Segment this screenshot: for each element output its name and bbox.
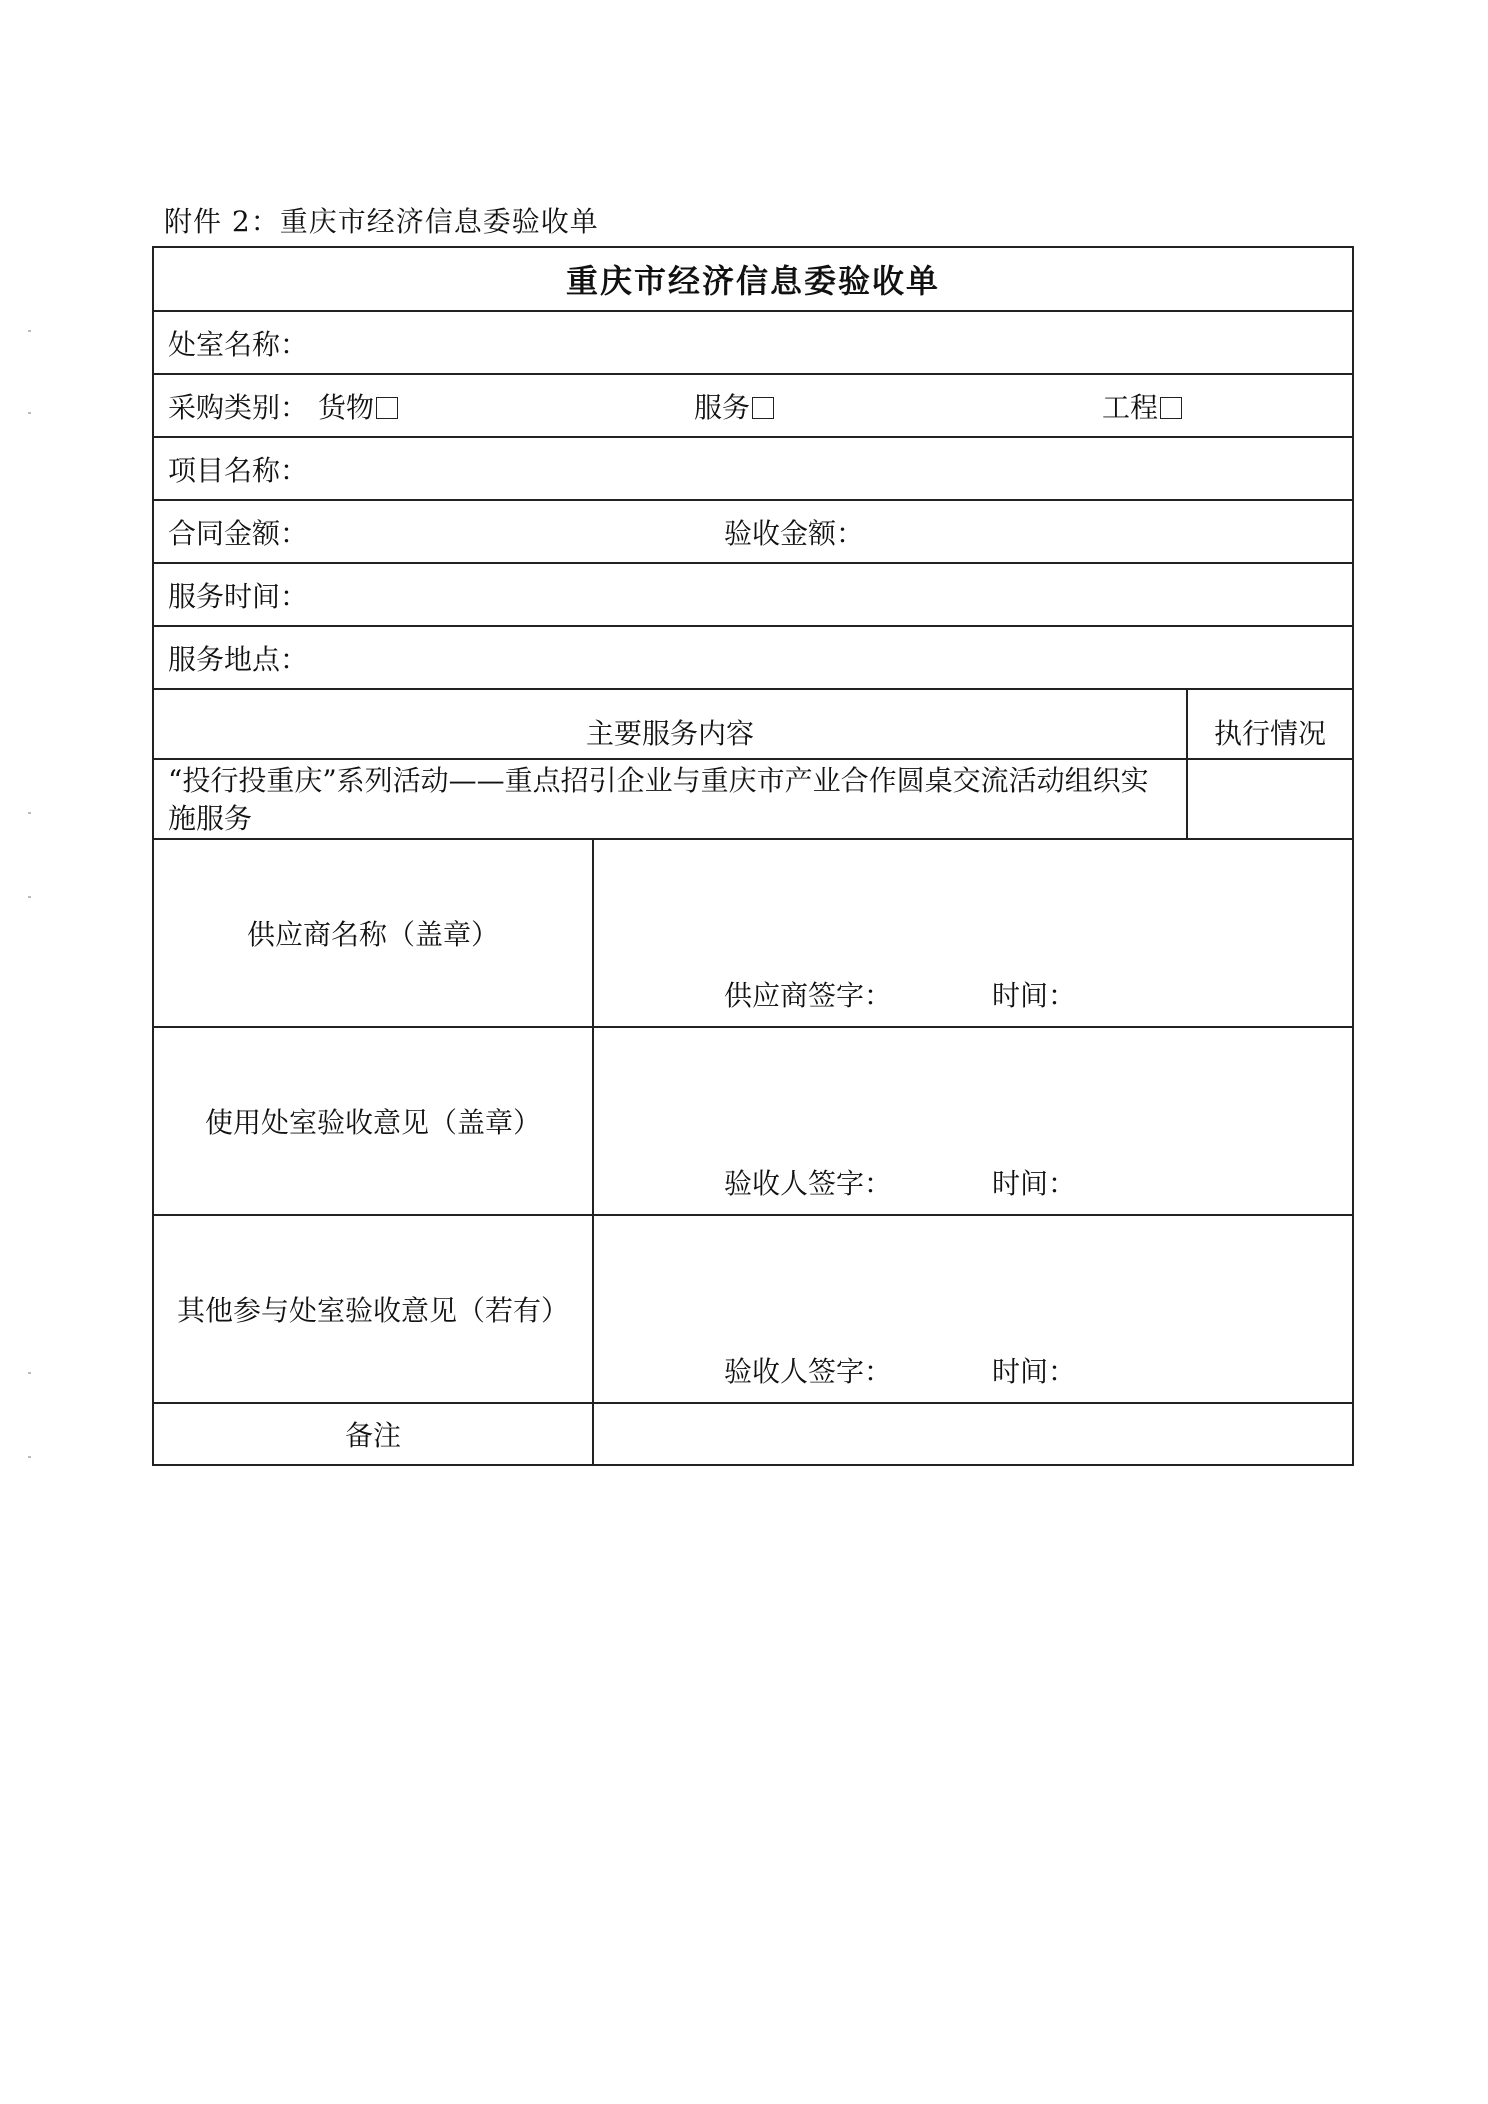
service-time-label: 服务时间：: [168, 579, 309, 613]
checkbox-goods[interactable]: [376, 397, 398, 419]
contract-amount-label: 合同金额：: [168, 516, 309, 550]
acceptance-form-table: [152, 246, 1354, 1466]
category-label: 采购类别：: [168, 390, 309, 424]
user-dept-time-label: 时间：: [992, 1167, 1077, 1200]
attachment-label: 附件 2：重庆市经济信息委验收单: [164, 205, 599, 238]
supplier-sign-label: 供应商签字：: [724, 979, 893, 1012]
form-title: 重庆市经济信息委验收单: [153, 247, 1353, 311]
other-dept-sign-cell[interactable]: [593, 1215, 1353, 1403]
service-time-row[interactable]: [153, 563, 1353, 626]
dept-name-label: 处室名称：: [168, 327, 309, 361]
other-dept-acceptor-sign-label: 验收人签字：: [724, 1355, 893, 1388]
category-option-goods[interactable]: [318, 386, 694, 426]
service-place-row[interactable]: [153, 626, 1353, 689]
dept-name-row[interactable]: [153, 311, 1353, 374]
category-option-service[interactable]: [694, 386, 1102, 426]
project-name-row[interactable]: [153, 437, 1353, 500]
project-name-label: 项目名称：: [168, 453, 309, 487]
category-row: [153, 374, 1353, 437]
exec-status-cell[interactable]: [1187, 759, 1353, 839]
user-dept-acceptor-sign-label: 验收人签字：: [724, 1167, 893, 1200]
accept-amount-label: 验收金额：: [724, 516, 865, 550]
checkbox-service[interactable]: [752, 397, 774, 419]
category-option-goods-label: 货物: [318, 390, 375, 424]
category-option-service-label: 服务: [694, 390, 751, 424]
service-place-label: 服务地点：: [168, 642, 309, 676]
category-option-engineering-label: 工程: [1102, 390, 1159, 424]
main-content-header: 主要服务内容: [153, 689, 1187, 759]
category-option-engineering[interactable]: [1102, 386, 1182, 426]
remark-label: 备注: [153, 1403, 593, 1465]
other-dept-time-label: 时间：: [992, 1355, 1077, 1388]
user-dept-sign-cell[interactable]: [593, 1027, 1353, 1215]
other-dept-opinion-label: 其他参与处室验收意见（若有）: [153, 1215, 593, 1403]
supplier-time-label: 时间：: [992, 979, 1077, 1012]
supplier-sign-cell[interactable]: [593, 839, 1353, 1027]
amounts-row: [153, 500, 1353, 563]
user-dept-opinion-label: 使用处室验收意见（盖章）: [153, 1027, 593, 1215]
supplier-name-label: 供应商名称（盖章）: [153, 839, 593, 1027]
remark-cell[interactable]: [593, 1403, 1353, 1465]
main-content-text: “投行投重庆”系列活动——重点招引企业与重庆市产业合作圆桌交流活动组织实施服务: [153, 759, 1187, 839]
checkbox-engineering[interactable]: [1160, 397, 1182, 419]
exec-status-header: 执行情况: [1187, 689, 1353, 759]
